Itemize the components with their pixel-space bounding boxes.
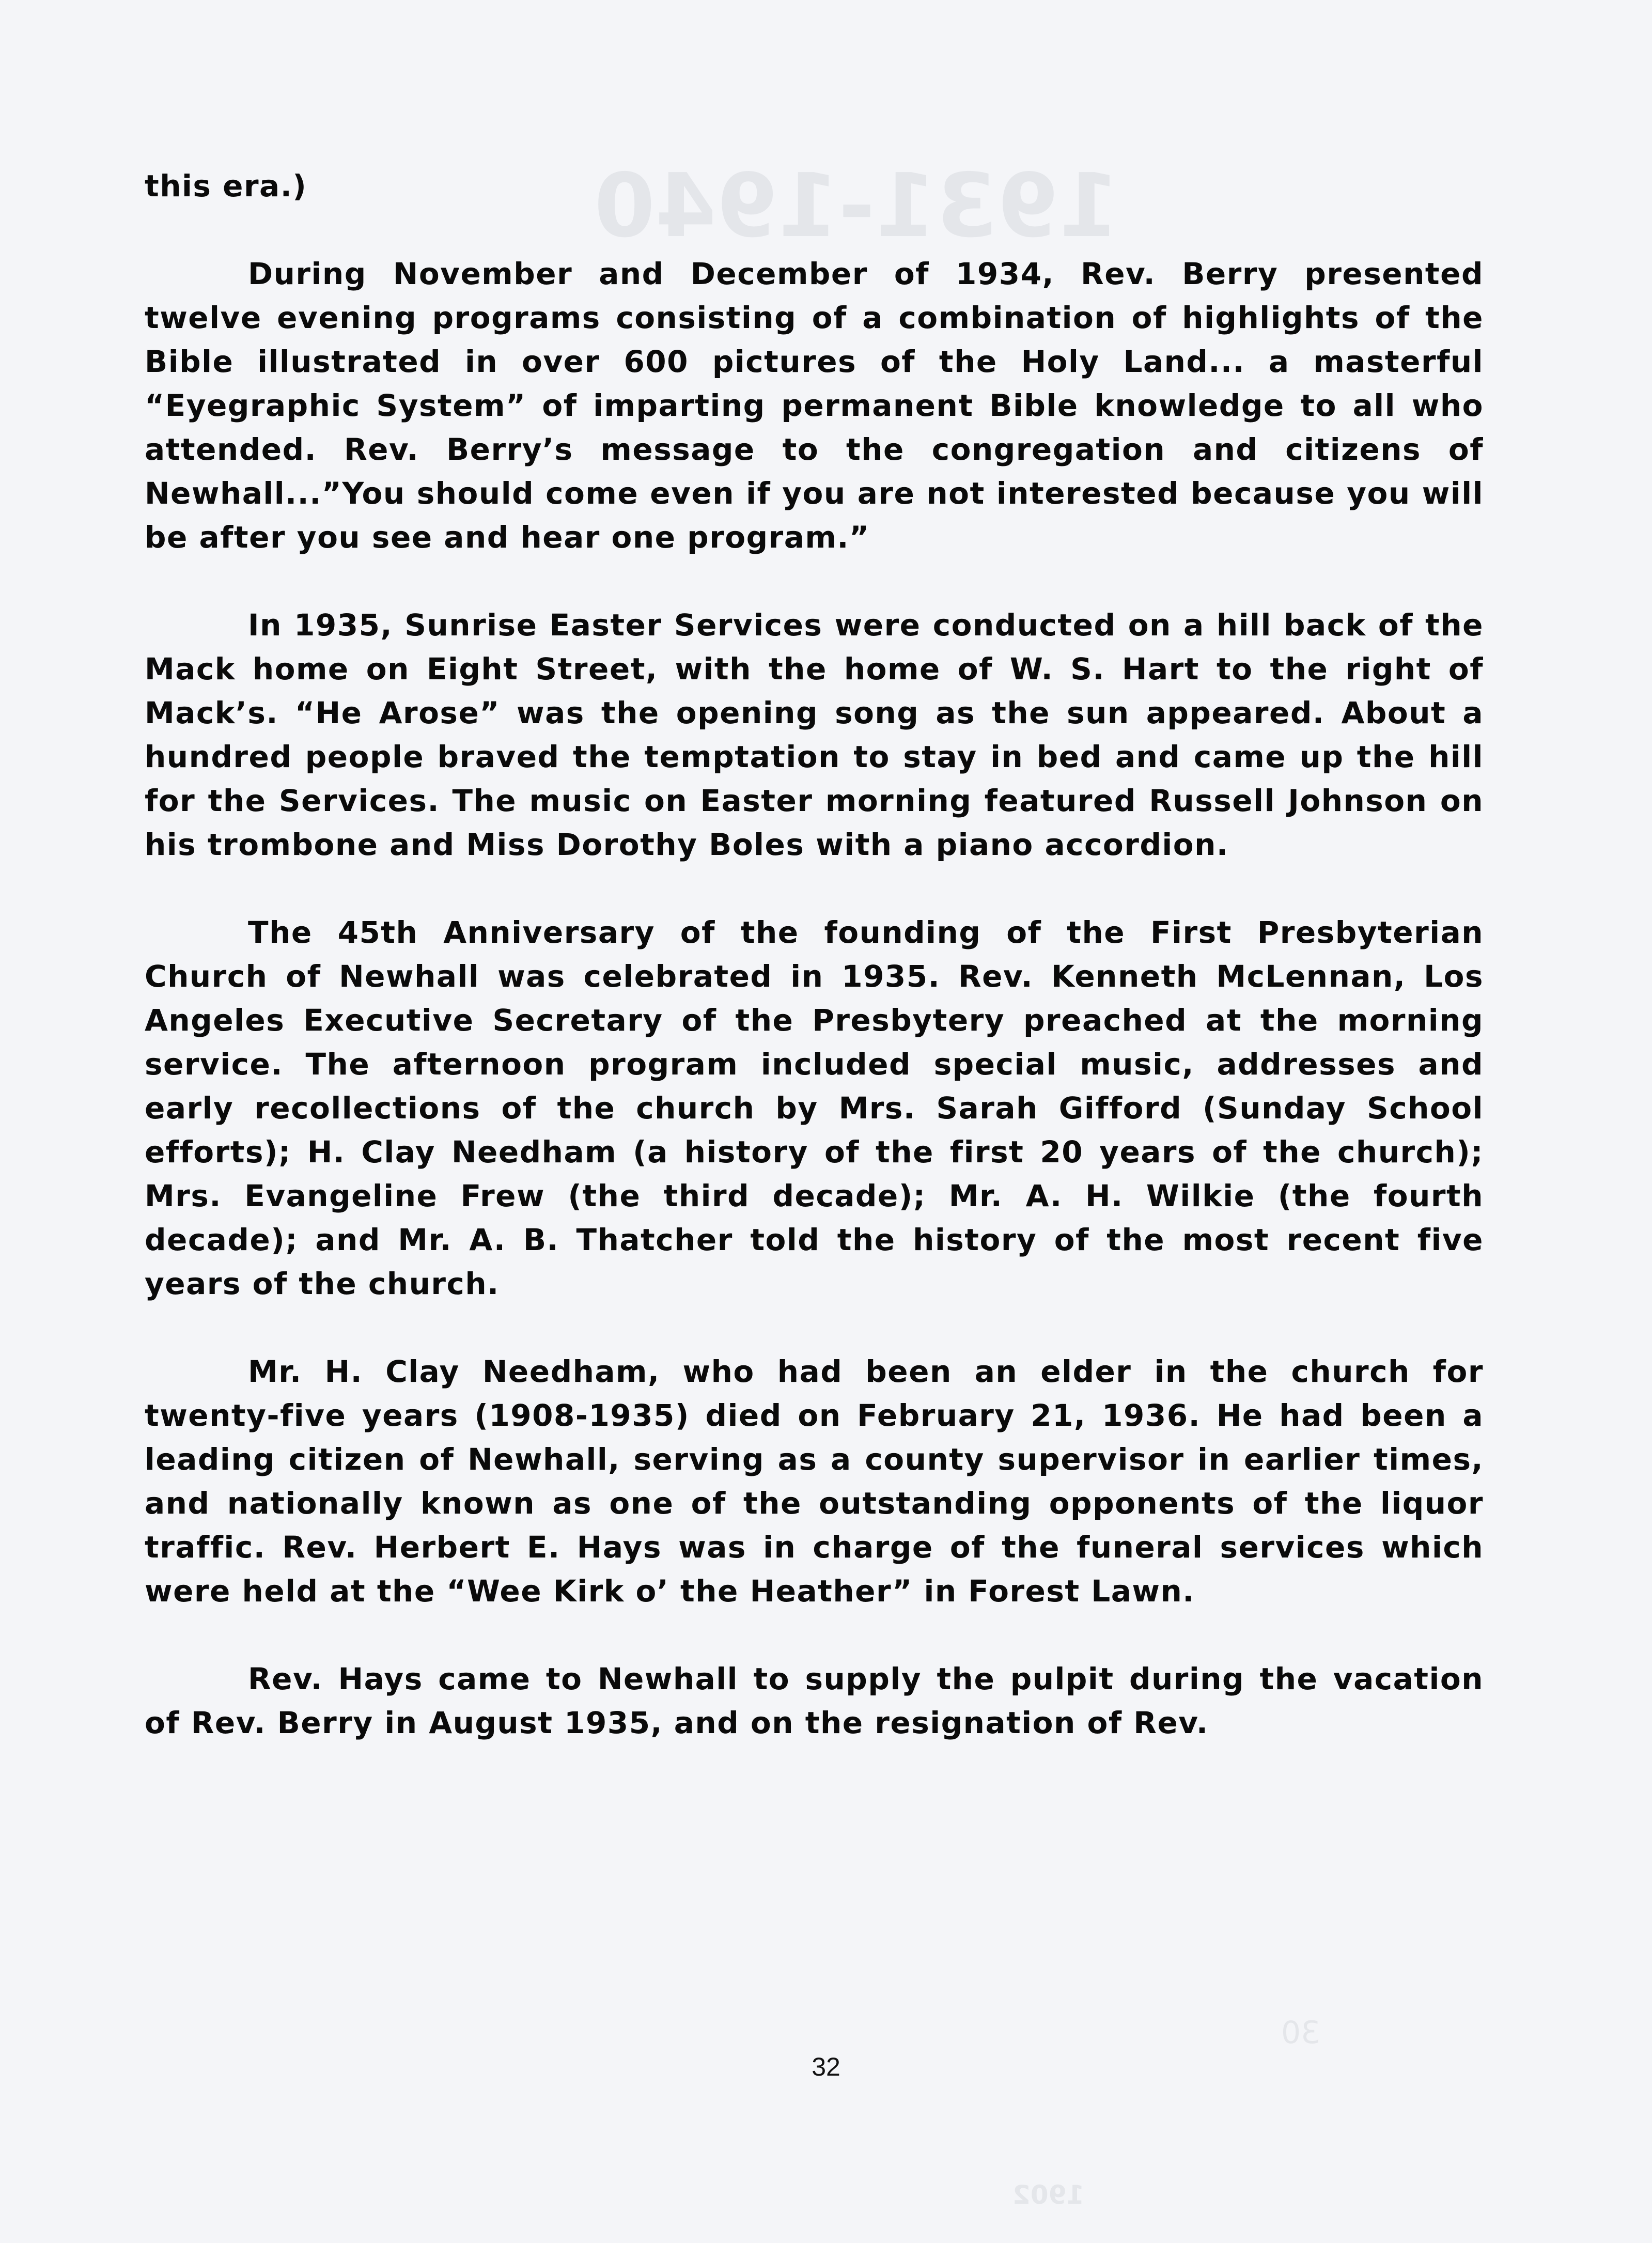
document-page xyxy=(145,164,1484,1745)
paragraph-sunrise-easter-services: In 1935, Sunrise Easter Services were conducted on a hill back of the Mack home on Eight Street, with the home of W. S. Hart to the right of Mack’s. “He Arose” was the opening song as the sun appeared. About a hundred people braved the temptation to stay in bed and came up the hill for the Services. The music on Easter morning featured Russell Johnson on his trombone and Miss Dorothy Boles with a piano accordion. xyxy=(145,608,1484,862)
paragraph-45th-anniversary: The 45th Anniversary of the founding of the First Presbyterian Church of Newhall was celebrated in 1935. Rev. Kenneth McLennan, Los Angeles Executive Secretary of the Presbytery preached at the morning service. The afternoon program included special music, addresses and early recollections of the church by Mrs. Sarah Gifford (Sunday School efforts); H. Clay Needham (a history of the first 20 years of the church); Mrs. Evangeline Frew (the third decade); Mr. A. H. Wilkie (the fourth decade); and Mr. A. B. Thatcher told the history of the most recent five years of the church. xyxy=(145,915,1484,1301)
bleed-through-margin-number: 30 xyxy=(1281,2015,1321,2051)
paragraph-rev-hays: Rev. Hays came to Newhall to supply the pulpit during the vacation of Rev. Berry in August 1935, and on the resignation of Rev. xyxy=(145,1661,1484,1740)
page-number: 32 xyxy=(812,2052,840,2081)
paragraph-needham-obituary: Mr. H. Clay Needham, who had been an elder in the church for twenty-five years (1908-1935) died on February 21, 1936. He had been a leading citizen of Newhall, serving as a county supervisor in earlier times, and nationally known as one of the outstanding opponents of the liquor traffic. Rev. Herbert E. Hays was in charge of the funeral services which were held at the “Wee Kirk o’ the Heather” in Forest Lawn. xyxy=(145,1354,1484,1609)
paragraph-eyegraphic-programs: During November and December of 1934, Rev. Berry presented twelve evening programs consisting of a combination of highlights of the Bible illustrated in over 600 pictures of the Holy Land... a masterful “Eyegraphic System” of imparting permanent Bible knowledge to all who attended. Rev. Berry’s message to the congregation and citizens of Newhall...”You should come even if you are not interested because you will be after you see and hear one program.” xyxy=(145,256,1484,555)
bleed-through-year: 1902 xyxy=(1012,2180,1085,2210)
paragraph-continuation: this era.) xyxy=(145,168,307,204)
bleed-through-heading: 1931-1940 xyxy=(594,155,1119,257)
